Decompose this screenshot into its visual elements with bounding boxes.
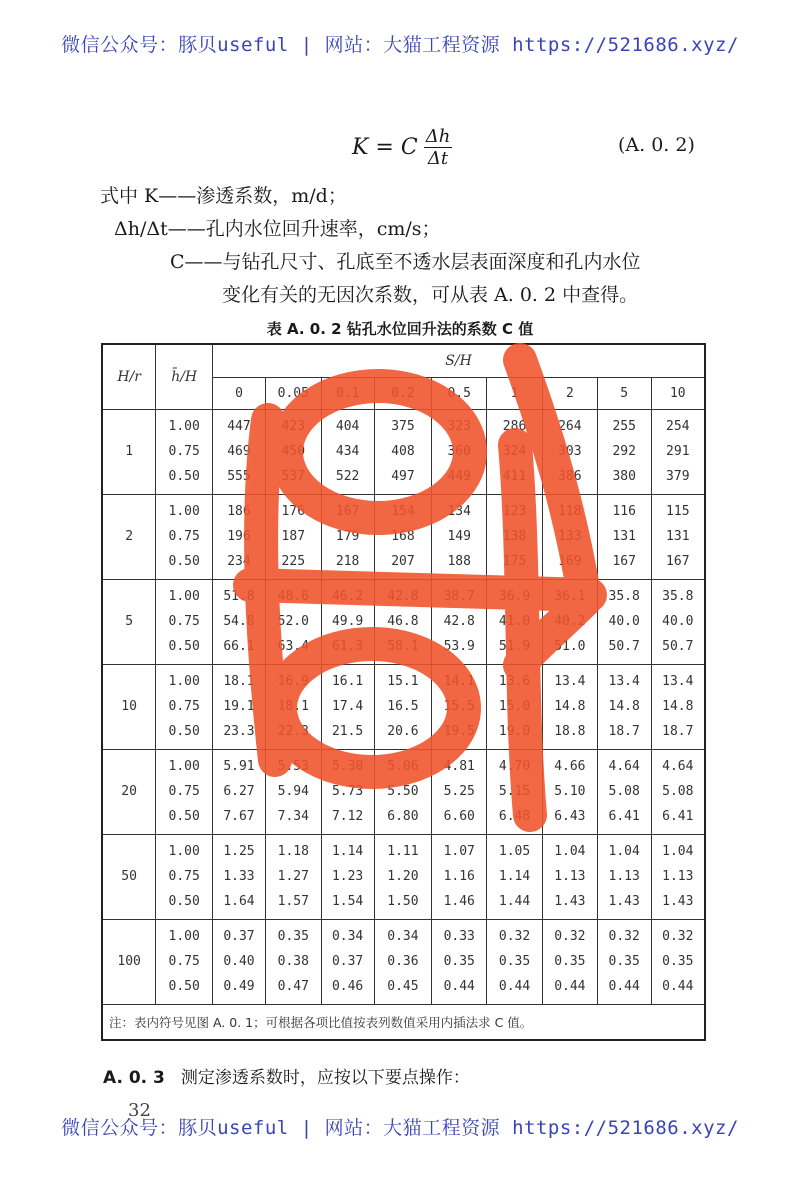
cell-value: 38.7 42.8 53.9 bbox=[432, 579, 487, 664]
cell-value: 254 291 379 bbox=[651, 409, 705, 494]
cell-hh: 1.00 0.75 0.50 bbox=[156, 749, 213, 834]
cell-value: 1.25 1.33 1.64 bbox=[213, 834, 266, 919]
cell-value: 5.91 6.27 7.67 bbox=[213, 749, 266, 834]
cell-value: 5.53 5.94 7.34 bbox=[265, 749, 321, 834]
header-sh-value: 0.2 bbox=[374, 377, 432, 409]
formula bbox=[352, 126, 452, 169]
formula-denominator: Δt bbox=[427, 148, 449, 169]
formula-number: (A. 0. 2) bbox=[618, 134, 695, 156]
next-clause-number: A. 0. 3 bbox=[103, 1068, 165, 1088]
cell-value: 0.32 0.35 0.44 bbox=[487, 919, 543, 1004]
table-row bbox=[102, 494, 705, 579]
cell-value: 16.9 18.1 22.3 bbox=[265, 664, 321, 749]
definitions bbox=[100, 180, 720, 312]
cell-value: 0.33 0.35 0.44 bbox=[432, 919, 487, 1004]
definition-k: 式中 K——渗透系数，m/d； bbox=[100, 185, 347, 207]
cell-value: 1.18 1.27 1.57 bbox=[265, 834, 321, 919]
cell-value: 1.04 1.13 1.43 bbox=[597, 834, 651, 919]
cell-value: 116 131 167 bbox=[597, 494, 651, 579]
cell-value: 176 187 225 bbox=[265, 494, 321, 579]
watermark-right: 网站：大猫工程资源 https://521686.xyz/ bbox=[324, 34, 739, 56]
header-hh: h̄/H bbox=[156, 344, 213, 409]
cell-value: 4.66 5.10 6.43 bbox=[542, 749, 597, 834]
cell-value: 51.8 54.8 66.1 bbox=[213, 579, 266, 664]
watermark-separator: | bbox=[300, 1117, 313, 1139]
cell-hr: 1 bbox=[102, 409, 156, 494]
cell-value: 0.34 0.36 0.45 bbox=[374, 919, 432, 1004]
cell-value: 16.1 17.4 21.5 bbox=[321, 664, 374, 749]
cell-value: 134 149 188 bbox=[432, 494, 487, 579]
cell-hr: 100 bbox=[102, 919, 156, 1004]
header-sh-value: 0.5 bbox=[432, 377, 487, 409]
header-sh-value: 0 bbox=[213, 377, 266, 409]
cell-value: 0.32 0.35 0.44 bbox=[597, 919, 651, 1004]
watermark-left: 微信公众号：豚贝useful bbox=[61, 1117, 289, 1139]
header-hr: H/r bbox=[102, 344, 156, 409]
next-clause bbox=[103, 1063, 470, 1088]
cell-hr: 2 bbox=[102, 494, 156, 579]
cell-value: 0.32 0.35 0.44 bbox=[542, 919, 597, 1004]
cell-value: 1.04 1.13 1.43 bbox=[542, 834, 597, 919]
cell-value: 4.81 5.25 6.60 bbox=[432, 749, 487, 834]
definition-rate: Δh/Δt——孔内水位回升速率，cm/s； bbox=[114, 218, 441, 240]
cell-value: 5.30 5.73 7.12 bbox=[321, 749, 374, 834]
cell-value: 42.8 46.8 58.1 bbox=[374, 579, 432, 664]
watermark-separator: | bbox=[300, 34, 313, 56]
cell-value: 15.1 16.5 20.6 bbox=[374, 664, 432, 749]
cell-value: 36.9 41.0 51.9 bbox=[487, 579, 543, 664]
cell-value: 46.2 49.9 61.3 bbox=[321, 579, 374, 664]
header-sh-value: 10 bbox=[651, 377, 705, 409]
table-note: 注：表内符号见图 A. 0. 1；可根据各项比值按表列数值采用内插法求 C 值。 bbox=[102, 1004, 705, 1040]
next-clause-text: 测定渗透系数时，应按以下要点操作： bbox=[180, 1068, 470, 1088]
cell-value: 1.14 1.23 1.54 bbox=[321, 834, 374, 919]
cell-hr: 20 bbox=[102, 749, 156, 834]
cell-hh: 1.00 0.75 0.50 bbox=[156, 919, 213, 1004]
cell-value: 4.64 5.08 6.41 bbox=[651, 749, 705, 834]
cell-value: 1.07 1.16 1.46 bbox=[432, 834, 487, 919]
header-sh-value: 2 bbox=[542, 377, 597, 409]
table-title: 表 A. 0. 2 钻孔水位回升法的系数 C 值 bbox=[266, 320, 534, 338]
definition-c: C——与钻孔尺寸、孔底至不透水层表面深度和孔内水位 bbox=[170, 251, 641, 273]
cell-value: 186 196 234 bbox=[213, 494, 266, 579]
cell-hh: 1.00 0.75 0.50 bbox=[156, 579, 213, 664]
table-row bbox=[102, 749, 705, 834]
watermark-right: 网站：大猫工程资源 https://521686.xyz/ bbox=[324, 1117, 739, 1139]
cell-value: 1.04 1.13 1.43 bbox=[651, 834, 705, 919]
table-row bbox=[102, 919, 705, 1004]
header-sh-value: 0.05 bbox=[265, 377, 321, 409]
cell-value: 13.4 14.8 18.7 bbox=[651, 664, 705, 749]
table-row bbox=[102, 579, 705, 664]
coefficient-table bbox=[101, 343, 706, 1041]
header-sh: S/H bbox=[213, 344, 705, 377]
table-row bbox=[102, 834, 705, 919]
cell-hh: 1.00 0.75 0.50 bbox=[156, 834, 213, 919]
cell-value: 1.11 1.20 1.50 bbox=[374, 834, 432, 919]
cell-value: 13.4 14.8 18.8 bbox=[542, 664, 597, 749]
cell-value: 423 450 537 bbox=[265, 409, 321, 494]
cell-value: 123 138 175 bbox=[487, 494, 543, 579]
cell-value: 5.06 5.50 6.80 bbox=[374, 749, 432, 834]
cell-hr: 50 bbox=[102, 834, 156, 919]
formula-fraction bbox=[424, 126, 453, 169]
cell-value: 4.64 5.08 6.41 bbox=[597, 749, 651, 834]
cell-hh: 1.00 0.75 0.50 bbox=[156, 494, 213, 579]
formula-lhs: K = C bbox=[352, 135, 418, 160]
cell-value: 13.4 14.8 18.7 bbox=[597, 664, 651, 749]
cell-hh: 1.00 0.75 0.50 bbox=[156, 664, 213, 749]
cell-value: 36.1 40.2 51.0 bbox=[542, 579, 597, 664]
cell-value: 154 168 207 bbox=[374, 494, 432, 579]
cell-value: 255 292 380 bbox=[597, 409, 651, 494]
formula-numerator: Δh bbox=[425, 126, 451, 147]
definition-c-cont: 变化有关的无因次系数，可从表 A. 0. 2 中查得。 bbox=[222, 284, 639, 306]
header-sh-value: 5 bbox=[597, 377, 651, 409]
cell-value: 18.1 19.1 23.3 bbox=[213, 664, 266, 749]
cell-value: 0.35 0.38 0.47 bbox=[265, 919, 321, 1004]
cell-value: 447 469 555 bbox=[213, 409, 266, 494]
cell-value: 323 360 449 bbox=[432, 409, 487, 494]
cell-value: 264 303 386 bbox=[542, 409, 597, 494]
cell-hr: 10 bbox=[102, 664, 156, 749]
cell-value: 115 131 167 bbox=[651, 494, 705, 579]
cell-hr: 5 bbox=[102, 579, 156, 664]
cell-value: 13.6 15.0 19.0 bbox=[487, 664, 543, 749]
cell-value: 14.1 15.5 19.5 bbox=[432, 664, 487, 749]
cell-value: 0.37 0.40 0.49 bbox=[213, 919, 266, 1004]
cell-value: 375 408 497 bbox=[374, 409, 432, 494]
table-row bbox=[102, 409, 705, 494]
cell-value: 404 434 522 bbox=[321, 409, 374, 494]
watermark-bottom bbox=[0, 1113, 800, 1140]
cell-value: 286 324 411 bbox=[487, 409, 543, 494]
cell-hh: 1.00 0.75 0.50 bbox=[156, 409, 213, 494]
header-sh-value: 0.1 bbox=[321, 377, 374, 409]
header-sh-value: 1 bbox=[487, 377, 543, 409]
cell-value: 4.70 5.15 6.48 bbox=[487, 749, 543, 834]
cell-value: 118 133 169 bbox=[542, 494, 597, 579]
table-row bbox=[102, 664, 705, 749]
watermark-top bbox=[0, 30, 800, 57]
watermark-left: 微信公众号：豚贝useful bbox=[61, 34, 289, 56]
cell-value: 35.8 40.0 50.7 bbox=[597, 579, 651, 664]
cell-value: 35.8 40.0 50.7 bbox=[651, 579, 705, 664]
page-number: 32 bbox=[128, 1100, 151, 1121]
cell-value: 1.05 1.14 1.44 bbox=[487, 834, 543, 919]
cell-value: 0.34 0.37 0.46 bbox=[321, 919, 374, 1004]
cell-value: 167 179 218 bbox=[321, 494, 374, 579]
cell-value: 0.32 0.35 0.44 bbox=[651, 919, 705, 1004]
cell-value: 48.6 52.0 63.4 bbox=[265, 579, 321, 664]
